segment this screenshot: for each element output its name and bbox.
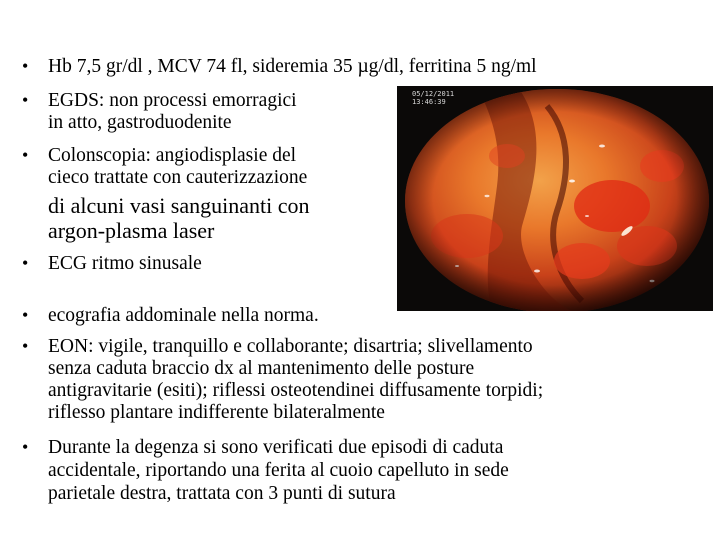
- hospital-stay-line-1: Durante la degenza si sono verificati due episodi di caduta: [48, 437, 504, 458]
- ultrasound-line: ecografia addominale nella norma.: [48, 305, 319, 326]
- lab-values-line: Hb 7,5 gr/dl , MCV 74 fl, sideremia 35 µg/dl, ferritina 5 ng/ml: [48, 56, 537, 77]
- colonoscopy-image: [397, 86, 713, 311]
- neuro-exam-line-2: senza caduta braccio dx al mantenimento delle posture: [48, 358, 475, 379]
- colonscopy-line-4: argon-plasma laser: [48, 218, 215, 243]
- hospital-stay-line-3: parietale destra, trattata con 3 punti di sutura: [48, 483, 396, 504]
- neuro-exam-line-1: EON: vigile, tranquillo e collaborante; disartria; slivellamento: [48, 336, 533, 357]
- colonscopy-line-1: Colonscopia: angiodisplasie del: [48, 145, 297, 166]
- bullet-5: •: [22, 305, 29, 325]
- image-timestamp: [412, 90, 454, 106]
- ecg-line: ECG ritmo sinusale: [48, 253, 202, 274]
- egds-line-1: EGDS: non processi emorragici: [48, 90, 297, 111]
- colonscopy-line-3: di alcuni vasi sanguinanti con: [48, 193, 310, 218]
- neuro-exam-line-4: riflesso plantare indifferente bilateralmente: [48, 402, 385, 423]
- bullet-1: •: [22, 56, 29, 76]
- image-time: 13:46:39: [412, 98, 446, 106]
- colonoscopy-illustration: [397, 86, 713, 311]
- image-date: 05/12/2011: [412, 90, 455, 98]
- bullet-6: •: [22, 336, 29, 356]
- bullet-7: •: [22, 437, 29, 457]
- bullet-4: •: [22, 253, 29, 273]
- colonscopy-line-2: cieco trattate con cauterizzazione: [48, 167, 308, 188]
- egds-line-2: in atto, gastroduodenite: [48, 112, 232, 133]
- neuro-exam-line-3: antigravitarie (esiti); riflessi osteotendinei diffusamente torpidi;: [48, 380, 544, 401]
- hospital-stay-line-2: accidentale, riportando una ferita al cuoio capelluto in sede: [48, 460, 509, 481]
- bullet-2: •: [22, 90, 29, 110]
- bullet-3: •: [22, 145, 29, 165]
